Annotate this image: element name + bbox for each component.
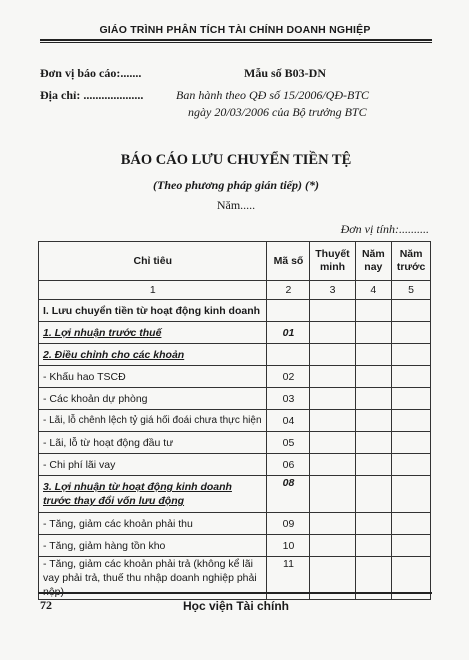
row-code: 05 xyxy=(267,432,310,454)
row-code: 06 xyxy=(267,454,310,476)
table-row xyxy=(39,300,431,322)
book-title: GIÁO TRÌNH PHÂN TÍCH TÀI CHÍNH DOANH NGHIỆP xyxy=(99,24,371,36)
row-code: 02 xyxy=(267,366,310,388)
table-row xyxy=(39,322,431,344)
table-row xyxy=(39,476,431,513)
form-code: Mẫu số B03-DN xyxy=(244,66,327,80)
row-code xyxy=(267,344,310,366)
currency-unit: Đơn vị tính:.......... xyxy=(340,222,429,236)
table-row xyxy=(39,454,431,476)
header-rule xyxy=(40,39,432,41)
table-row xyxy=(39,410,431,432)
report-subtitle: (Theo phương pháp gián tiếp) (*) xyxy=(153,178,319,192)
col-header-name: Chỉ tiêu xyxy=(39,242,267,281)
col-header-code: Mã số xyxy=(267,242,310,281)
col-header-current: Năm nay xyxy=(355,242,392,281)
row-code: 04 xyxy=(267,410,310,432)
col-number: 2 xyxy=(267,281,310,300)
report-title: BÁO CÁO LƯU CHUYỂN TIỀN TỆ xyxy=(120,152,352,168)
publisher: Học viện Tài chính xyxy=(182,599,290,613)
table-row xyxy=(39,513,431,535)
col-number: 1 xyxy=(39,281,267,300)
cash-flow-table xyxy=(38,241,431,600)
col-number: 4 xyxy=(355,281,392,300)
row-code: 03 xyxy=(267,388,310,410)
row-label: 2. Điều chỉnh cho các khoản xyxy=(39,344,267,366)
col-number: 5 xyxy=(392,281,431,300)
page-number: 72 xyxy=(40,598,52,612)
issued-date: ngày 20/03/2006 của Bộ trưởng BTC xyxy=(188,105,367,119)
table-row xyxy=(39,344,431,366)
row-label: - Các khoản dự phòng xyxy=(39,388,267,410)
row-label: - Khấu hao TSCĐ xyxy=(39,366,267,388)
table-row xyxy=(39,388,431,410)
row-label: 3. Lợi nhuận từ hoạt động kinh doanh trước thay đổi vốn lưu động xyxy=(39,476,267,513)
row-label: - Lãi, lỗ từ hoạt động đầu tư xyxy=(39,432,267,454)
row-code: 01 xyxy=(267,322,310,344)
row-label: - Chi phí lãi vay xyxy=(39,454,267,476)
address: Địa chỉ: .................... xyxy=(40,88,144,102)
footer-rule xyxy=(38,592,432,594)
row-code: 10 xyxy=(267,535,310,557)
table-header-row xyxy=(39,242,431,281)
issued-decision: Ban hành theo QĐ số 15/2006/QĐ-BTC xyxy=(176,88,369,102)
row-label: - Tăng, giảm các khoản phải thu xyxy=(39,513,267,535)
row-code: 11 xyxy=(267,557,310,600)
row-code xyxy=(267,300,310,322)
row-code: 09 xyxy=(267,513,310,535)
col-number: 3 xyxy=(310,281,355,300)
column-number-row xyxy=(39,281,431,300)
row-label: I. Lưu chuyển tiền từ hoạt động kinh doanh xyxy=(39,300,267,322)
table-row xyxy=(39,535,431,557)
row-label: - Tăng, giảm hàng tồn kho xyxy=(39,535,267,557)
row-code: 08 xyxy=(267,476,310,513)
row-label: - Tăng, giảm các khoản phải trả (không kể lãi vay phải trả, thuế thu nhập doanh nghiệp phải nộp) xyxy=(39,557,267,600)
row-label: 1. Lợi nhuận trước thuế xyxy=(39,322,267,344)
col-header-previous: Năm trước xyxy=(392,242,431,281)
report-year: Năm..... xyxy=(216,198,256,212)
table-row xyxy=(39,432,431,454)
table-row xyxy=(39,366,431,388)
reporting-unit: Đơn vị báo cáo:....... xyxy=(40,66,142,80)
col-header-note: Thuyết minh xyxy=(310,242,355,281)
header-rule-thin xyxy=(40,42,432,43)
row-label: - Lãi, lỗ chênh lệch tỷ giá hối đoái chưa thực hiện xyxy=(39,410,267,432)
